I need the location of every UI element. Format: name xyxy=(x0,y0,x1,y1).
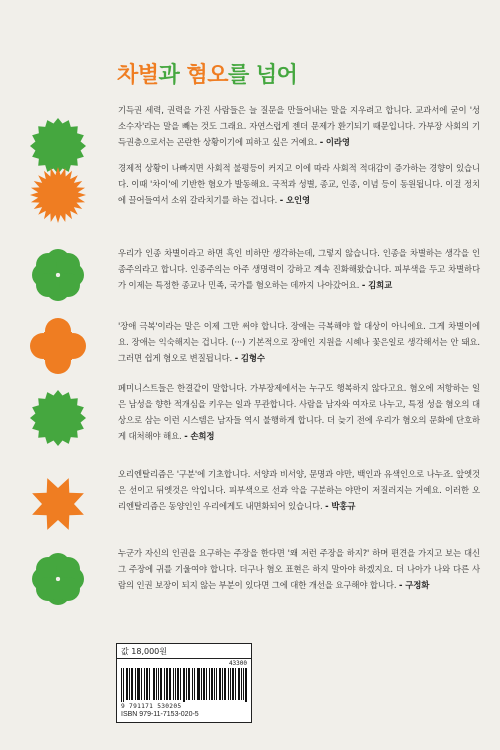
barcode-addon-number: 43300 xyxy=(228,660,247,667)
barcode-bar xyxy=(138,668,139,700)
title-part-3: 혐오 xyxy=(186,63,228,88)
barcode-bar xyxy=(235,668,236,700)
barcode-bar xyxy=(146,668,147,700)
barcode-bar xyxy=(188,668,189,700)
barcode-bar xyxy=(167,668,168,700)
orange-starburst-icon xyxy=(30,167,86,223)
barcode-bar xyxy=(121,668,122,702)
barcode-bar xyxy=(224,668,225,700)
barcode-bar xyxy=(211,668,212,700)
barcode-bar xyxy=(201,668,202,700)
barcode-box xyxy=(116,643,252,723)
quote-4-author: - 김형수 xyxy=(234,353,265,363)
barcode-bars xyxy=(121,668,247,702)
isbn-number: ISBN 979-11-7153-020-5 xyxy=(121,711,199,718)
barcode-bar xyxy=(246,668,247,702)
quote-5-text: 페미니스트들은 한결같이 말합니다. 가부장제에서는 누구도 행복하지 않다고요. 혐오에 저항하는 일은 남성을 향한 적개심을 키우는 일과 무관합니다. 사람을 남자와 여자로 나누고, 특정 성을 혐오의 대상으로 삼는 이런 시스템은 남자들 역시 불행하게 합니다. 더 늦기 전에 우리가 혐오의 문화에 단호하게 대처해야 해요. xyxy=(118,383,480,441)
barcode-bar xyxy=(199,668,200,700)
quote-1-text: 기득권 세력, 권력을 가진 사람들은 늘 질문을 만들어내는 말을 지우려고 합니다. 교과서에 굳이 '성 소수자'라는 말을 빼는 것도 그래요. 자연스럽게 젠더 문제가 환기되기 때문입니다. 가부장 사회의 기득권층으로서는 곤란한 상황이기에 피하고 싶은 거예요. xyxy=(118,105,480,147)
barcode-bar xyxy=(166,668,167,700)
barcode-bar xyxy=(219,668,220,700)
title-part-2: 과 xyxy=(158,63,187,88)
barcode-bar xyxy=(189,668,190,700)
quote-6-text: 오리엔탈리즘은 '구분'에 기초합니다. 서양과 비서양, 문명과 야만, 백인과 유색인으로 나누죠. 앞엣것은 선이고 뒤엣것은 악입니다. 피부색으로 선과 악을 구분하는 야만이 저질러지는 거예요. 이러한 오리엔탈리즘은 동양인인 우리에게도 내면화되어 있습니다. xyxy=(118,469,480,511)
barcode-bar xyxy=(230,668,231,700)
barcode-bar xyxy=(216,668,217,700)
barcode-bar xyxy=(161,668,162,700)
barcode-bar xyxy=(203,668,204,700)
barcode-bar xyxy=(141,668,142,700)
barcode-bar xyxy=(132,668,133,700)
barcode-bar xyxy=(135,668,136,700)
barcode-bar xyxy=(243,668,244,700)
barcode-bar xyxy=(149,668,150,700)
barcode-bar xyxy=(127,668,128,700)
quote-4 xyxy=(118,318,480,366)
barcode-bar xyxy=(238,668,239,700)
barcode-bar xyxy=(212,668,213,700)
barcode-digits: 9 791171 530205 xyxy=(121,703,182,710)
title-part-1: 차별 xyxy=(117,63,159,88)
orange-eight-point-star-icon xyxy=(30,476,86,532)
barcode-bar xyxy=(123,668,124,702)
quote-7 xyxy=(118,545,480,593)
barcode-bar xyxy=(214,668,215,700)
green-flower-icon xyxy=(30,247,86,303)
barcode-bar xyxy=(197,668,198,700)
barcode-bar xyxy=(239,668,240,700)
quote-7-author: - 구정화 xyxy=(399,580,430,590)
barcode-bar xyxy=(222,668,223,700)
barcode-bar xyxy=(206,668,207,700)
barcode-divider xyxy=(117,658,251,659)
barcode-bar xyxy=(156,668,157,700)
barcode-bar xyxy=(245,668,246,702)
barcode-bar xyxy=(126,668,127,700)
barcode-bar xyxy=(186,668,187,700)
barcode-bar xyxy=(154,668,155,700)
barcode-bar xyxy=(204,668,205,700)
barcode-bar xyxy=(158,668,159,700)
barcode-bar xyxy=(177,668,178,700)
barcode-bar xyxy=(147,668,148,700)
orange-four-lobe-icon xyxy=(30,318,86,374)
green-flower-icon xyxy=(30,551,86,607)
book-title xyxy=(117,58,297,89)
barcode-bar xyxy=(194,668,195,700)
quote-1 xyxy=(118,102,480,150)
barcode-bar xyxy=(220,668,221,700)
barcode-bar xyxy=(209,668,210,700)
barcode-bar xyxy=(164,668,165,700)
green-scalloped-badge-icon xyxy=(30,390,86,446)
quote-2 xyxy=(118,160,480,208)
quote-3-text: 우리가 인종 차별이라고 하면 흑인 비하만 생각하는데, 그렇지 않습니다. 인종을 차별하는 생각을 인종주의라고 합니다. 인종주의는 아주 생명력이 강하고 계속 진화해왔습니다. 피부색을 두고 차별하다가 이제는 특정한 종교나 민족, 국가를 혐오하는 데까지 나아갔어요. xyxy=(118,248,480,290)
price-label: 값 18,000원 xyxy=(121,647,167,656)
quote-4-text: '장애 극복'이라는 말은 이제 그만 써야 합니다. 장애는 극복해야 할 대상이 아니에요. 그게 차별이에요. 장애는 익숙해지는 겁니다. (···) 기본적으로 장애인 지원을 시혜나 꽃은일로 생각해서는 안 돼요. 그러면 쉽게 혐오로 변질됩니다. xyxy=(118,321,480,363)
barcode-bar xyxy=(139,668,140,700)
barcode-bar xyxy=(183,668,184,702)
barcode-bar xyxy=(192,668,193,700)
barcode-bar xyxy=(175,668,176,700)
barcode-bar xyxy=(131,668,132,700)
quote-6-author: - 박홍규 xyxy=(325,501,356,511)
barcode-bar xyxy=(198,668,199,700)
barcode-bar xyxy=(173,668,174,700)
barcode-bar xyxy=(169,668,170,700)
barcode-bar xyxy=(180,668,181,700)
quote-5 xyxy=(118,380,480,444)
barcode-bar xyxy=(225,668,226,700)
barcode-bar xyxy=(228,668,229,700)
quote-3 xyxy=(118,245,480,293)
quote-3-author: - 김희교 xyxy=(361,280,393,290)
green-scalloped-badge-icon xyxy=(30,118,86,174)
quote-5-author: - 손희정 xyxy=(184,431,215,441)
barcode-bar xyxy=(129,668,130,700)
quote-1-author: - 이라영 xyxy=(319,137,350,147)
title-part-4: 를 넘어 xyxy=(227,63,298,88)
barcode-bar xyxy=(233,668,234,700)
barcode-bar xyxy=(232,668,233,700)
quote-6 xyxy=(118,466,480,514)
barcode-bar xyxy=(184,668,185,702)
barcode-bar xyxy=(241,668,242,700)
barcode-bar xyxy=(178,668,179,700)
quote-7-text: 누군가 자신의 인권을 요구하는 주장을 한다면 '왜 저런 주장을 하지?' 하며 편견을 가지고 보는 대신 그 주장에 귀를 기울여야 합니다. 더구나 혐오 표현은 하지 말아야 하겠지요. 더 나아가 나와 다른 사람의 인권 보장이 되지 않는 부분이 있다면 그에 대한 개선을 요구해야 합니다. xyxy=(118,548,480,590)
barcode-bar xyxy=(170,668,171,700)
barcode-bar xyxy=(153,668,154,700)
barcode-bar xyxy=(160,668,161,700)
barcode-bar xyxy=(144,668,145,700)
quote-2-text: 경제적 상황이 나빠지면 사회적 불평등이 커지고 이에 따라 사회적 적대감이 증가하는 경향이 있습니다. 이때 '차이'에 기반한 혐오가 발동해요. 국적과 성별, 종교, 인종, 이념 등이 동원됩니다. 이걸 정치에 끌어들여서 소위 갈라치기를 하는 겁니다. xyxy=(118,163,480,205)
quote-2-author: - 오인영 xyxy=(279,195,310,205)
barcode-bar xyxy=(137,668,138,700)
